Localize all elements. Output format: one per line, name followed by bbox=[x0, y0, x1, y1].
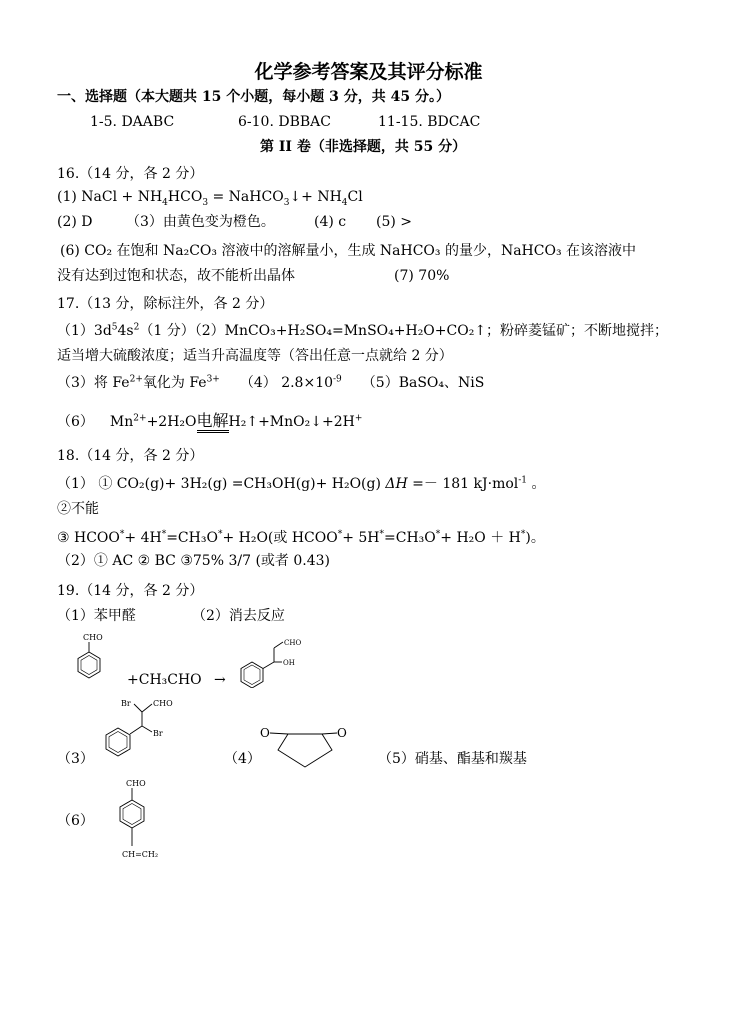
q16-answer-5: (5) > bbox=[376, 214, 413, 230]
mc-answers-11-15: 11-15. BDCAC bbox=[378, 114, 481, 130]
aldol-product-structure bbox=[238, 636, 308, 688]
q16-answer-7: (7) 70% bbox=[394, 268, 450, 284]
svg-text:CHO: CHO bbox=[83, 633, 103, 642]
cyclopentanedione-structure bbox=[258, 722, 354, 770]
page-title: 化学参考答案及其评分标准 bbox=[254, 61, 483, 83]
q19-answer-4-label: （4） bbox=[224, 751, 261, 767]
mc-answers-6-10: 6-10. DBBAC bbox=[238, 114, 331, 130]
svg-text:O: O bbox=[260, 726, 270, 740]
dibromide-structure bbox=[96, 694, 186, 766]
reaction-reagent: +CH₃CHO bbox=[127, 672, 202, 688]
q17-line4: （6） $Mn^{2+}+2H_2O$电解H₂↑+MnO₂↓+2H+ bbox=[57, 412, 362, 433]
q16-answer-2: (2) D bbox=[57, 214, 93, 230]
svg-text:CH=CH₂: CH=CH₂ bbox=[122, 850, 159, 859]
svg-text:CHO: CHO bbox=[153, 699, 173, 708]
electrolysis-condition: 电解 bbox=[197, 412, 229, 433]
svg-text:Br: Br bbox=[121, 699, 131, 708]
q18-line3: ③ HCOO*+ 4H*=CH₃O*+ H₂O(或 HCOO*+ 5H*=CH₃O*+ H₂O ＋ H*)。 bbox=[57, 529, 545, 546]
q19-answer-5: （5）硝基、酯基和羰基 bbox=[378, 751, 527, 767]
mc-answers-1-5: 1-5. DAABC bbox=[90, 114, 175, 130]
q17-line1: $(1)3d^54s^2(1$ 分）（2）MnCO₃+H₂SO₄=MnSO₄+H₂O+CO₂↑；粉碎菱锰矿；不断地搅拌； bbox=[57, 322, 669, 339]
svg-text:O: O bbox=[337, 726, 347, 740]
q18-line4: （2）① AC ② BC ③75% 3/7 (或者 0.43) bbox=[57, 553, 330, 569]
q16-answer-1: (1) NaCl + $NH_4HCO_3$ = NaHCO$_3$↓+ $NH_4Cl$ bbox=[57, 189, 363, 208]
q19-answer-3-label: （3） bbox=[57, 751, 94, 767]
q16-answer-3: （3）由黄色变为橙色。 bbox=[126, 214, 275, 230]
q19-answer-6-label: （6） bbox=[57, 813, 94, 829]
q19-header: 19.（14 分，各 2 分） bbox=[57, 583, 204, 599]
q16-header: 16.（14 分，各 2 分） bbox=[57, 166, 204, 182]
vinylbenzaldehyde-structure bbox=[108, 776, 172, 868]
q19-answer-1: （1）苯甲醛 bbox=[57, 608, 136, 624]
section1-heading: 一、选择题（本大题共 15 个小题，每小题 3 分，共 45 分。） bbox=[57, 89, 450, 105]
q16-answer-6-line2: 没有达到过饱和状态，故不能析出晶体 bbox=[57, 268, 295, 284]
q17-line3: （3）将 $Fe^{2+}$氧化为 $Fe^{3+}$ （4） $2.8\times 10^{-9}$ （5）BaSO₄、NiS bbox=[57, 374, 485, 391]
q18-line2: ②不能 bbox=[57, 501, 99, 517]
q17-header: 17.（13 分，除标注外，各 2 分） bbox=[57, 296, 274, 312]
q18-header: 18.（14 分，各 2 分） bbox=[57, 448, 204, 464]
q16-answer-6-line1: (6) CO₂ 在饱和 Na₂CO₃ 溶液中的溶解量小，生成 NaHCO₃ 的量少，NaHCO₃ 在该溶液中 bbox=[60, 243, 637, 259]
reaction-arrow: → bbox=[214, 672, 226, 688]
section2-heading: 第 II 卷（非选择题，共 55 分） bbox=[260, 139, 467, 155]
svg-text:CHO: CHO bbox=[126, 779, 146, 788]
svg-text:OH: OH bbox=[283, 659, 295, 667]
q17-line2: 适当增大硫酸浓度；适当升高温度等（答出任意一点就给 2 分） bbox=[57, 348, 453, 364]
benzaldehyde-structure bbox=[70, 630, 110, 690]
q16-answer-4: (4) c bbox=[314, 214, 347, 230]
q19-answer-2: （2）消去反应 bbox=[192, 608, 285, 624]
svg-text:Br: Br bbox=[153, 729, 163, 738]
q18-line1: （1） ① CO₂(g)+ 3H₂(g) =CH₃OH(g)+ H₂O(g) ΔH =－ 181 kJ·mol$^{-1}$ 。 bbox=[57, 475, 546, 492]
svg-text:CHO: CHO bbox=[284, 639, 302, 647]
